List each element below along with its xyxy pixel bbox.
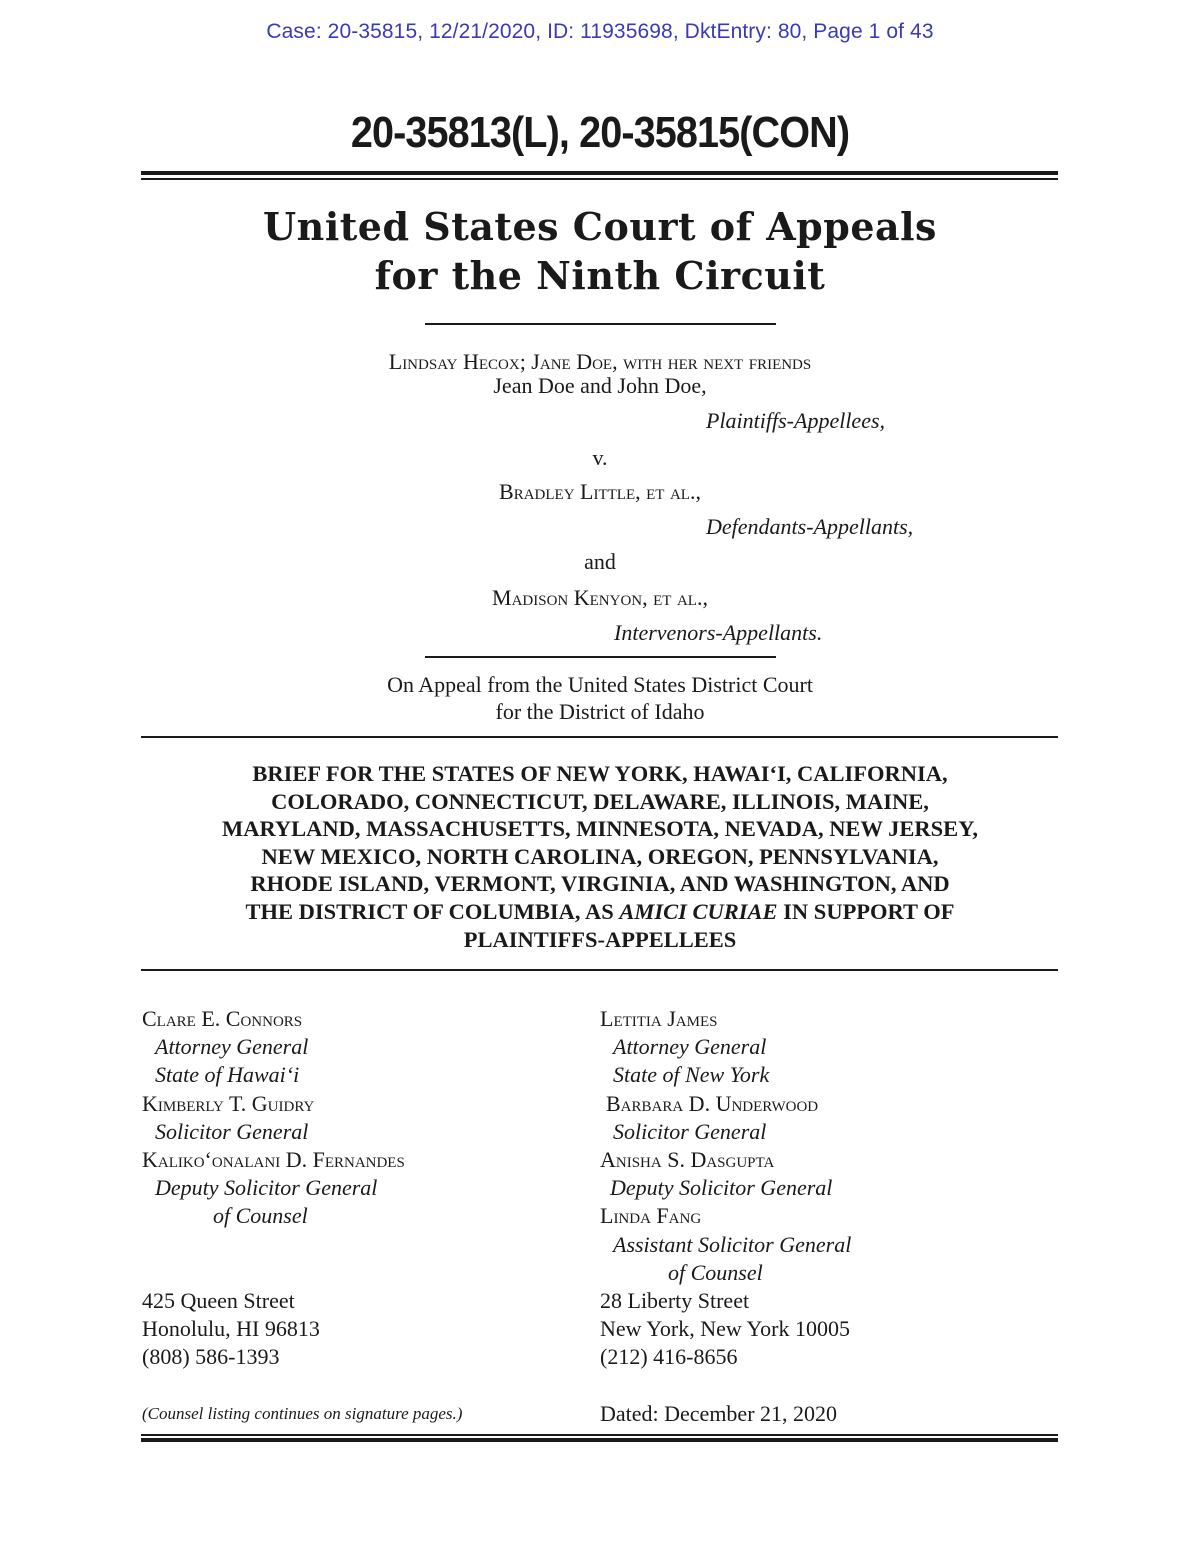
counsel-title: State of New York	[613, 1062, 770, 1088]
counsel-left-column	[142, 1005, 405, 1231]
plaintiffs-line2: Jean Doe and John Doe,	[493, 373, 707, 398]
brief-title-line: PLAINTIFFS-APPELLEES	[463, 926, 737, 952]
counsel-title: State of Hawai‘i	[155, 1062, 300, 1088]
counsel-right-address	[600, 1287, 850, 1372]
court-name-line1: United States Court of Appeals	[263, 204, 937, 249]
counsel-title: Solicitor General	[613, 1118, 767, 1144]
amici-curiae-term: AMICI CURIAE	[619, 898, 778, 924]
rule-above-brief-title	[141, 736, 1058, 738]
address-line: (808) 586-1393	[142, 1344, 280, 1370]
counsel-name: Linda Fang	[600, 1203, 702, 1229]
counsel-title: Solicitor General	[155, 1118, 309, 1144]
address-line: New York, New York 10005	[600, 1316, 850, 1342]
case-numbers: 20-35813(L), 20-35815(CON)	[350, 108, 850, 157]
defendants-role: Defendants-Appellants,	[706, 514, 914, 539]
counsel-title: Deputy Solicitor General	[610, 1175, 833, 1201]
brief-title-line: COLORADO, CONNECTICUT, DELAWARE, ILLINOIS, MAINE,	[271, 788, 929, 814]
counsel-title: Attorney General	[613, 1034, 767, 1060]
versus: v.	[592, 445, 608, 470]
brief-title-line: NEW MEXICO, NORTH CAROLINA, OREGON, PENNSYLVANIA,	[261, 843, 939, 869]
court-name-line2: for the Ninth Circuit	[374, 253, 826, 298]
address-line: (212) 416-8656	[600, 1344, 738, 1370]
defendants: Bradley Little, et al.,	[499, 479, 701, 504]
counsel-of-counsel: of Counsel	[213, 1203, 308, 1229]
counsel-of-counsel: of Counsel	[668, 1259, 763, 1285]
ecf-header-stamp: Case: 20-35815, 12/21/2020, ID: 11935698, DktEntry: 80, Page 1 of 43	[266, 20, 934, 43]
double-rule-top-thin	[141, 178, 1058, 180]
short-rule-1	[425, 323, 776, 325]
dated-line: Dated: December 21, 2020	[600, 1401, 838, 1426]
counsel-left-address	[142, 1287, 320, 1372]
conjunction-and: and	[584, 549, 616, 574]
plaintiffs-line1: Lindsay Hecox; Jane Doe, with her next friends	[388, 349, 812, 374]
counsel-name: Barbara D. Underwood	[606, 1090, 819, 1116]
double-rule-bottom-thin	[141, 1434, 1058, 1436]
address-line: 28 Liberty Street	[600, 1288, 750, 1313]
address-line: Honolulu, HI 96813	[142, 1316, 320, 1342]
plaintiffs-role: Plaintiffs-Appellees,	[706, 408, 886, 433]
double-rule-top-thick	[141, 171, 1058, 175]
counsel-name: Kaliko‘onalani D. Fernandes	[142, 1147, 405, 1173]
address-line: 425 Queen Street	[142, 1288, 295, 1313]
counsel-name: Letitia James	[600, 1006, 718, 1031]
counsel-title: Assistant Solicitor General	[613, 1231, 852, 1257]
rule-below-brief-title	[141, 969, 1058, 971]
brief-title-line-6	[0, 898, 1200, 926]
brief-title-line6-post: IN SUPPORT OF	[777, 898, 955, 924]
intervenors-role: Intervenors-Appellants.	[614, 620, 823, 645]
brief-title-line: RHODE ISLAND, VERMONT, VIRGINIA, AND WASHINGTON, AND	[250, 871, 950, 897]
counsel-title: Attorney General	[155, 1034, 309, 1060]
appeal-line1: On Appeal from the United States District Court	[387, 672, 813, 697]
counsel-title: Deputy Solicitor General	[155, 1175, 378, 1201]
counsel-name: Anisha S. Dasgupta	[600, 1147, 775, 1173]
double-rule-bottom-thick	[141, 1438, 1058, 1442]
brief-title-line: MARYLAND, MASSACHUSETTS, MINNESOTA, NEVADA, NEW JERSEY,	[221, 816, 978, 842]
intervenors: Madison Kenyon, et al.,	[492, 585, 708, 610]
counsel-name: Kimberly T. Guidry	[142, 1090, 315, 1116]
counsel-name: Clare E. Connors	[142, 1006, 303, 1031]
counsel-continuation-note: (Counsel listing continues on signature pages.)	[142, 1404, 463, 1423]
counsel-right-column	[600, 1005, 851, 1287]
brief-title-line: BRIEF FOR THE STATES OF NEW YORK, HAWAI‘I, CALIFORNIA,	[252, 761, 948, 786]
short-rule-2	[425, 656, 776, 658]
appeal-line2: for the District of Idaho	[495, 699, 705, 724]
brief-title-line6-pre: THE DISTRICT OF COLUMBIA, AS	[245, 898, 620, 924]
brief-title	[0, 760, 1200, 953]
